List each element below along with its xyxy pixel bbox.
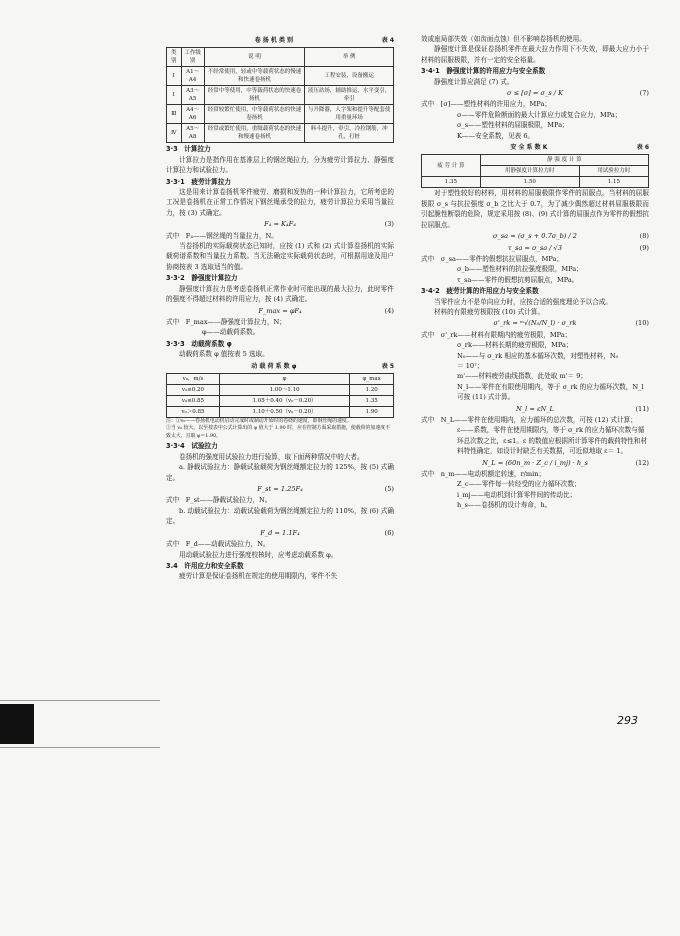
definition: h_s——卷扬机的设计寿命，h。 <box>457 501 552 510</box>
table4-cell: Ⅲ <box>167 105 182 124</box>
table5-cell: v₀≤0.85 <box>167 395 220 406</box>
definition: 式中 F_st——静载试验拉力，N。 <box>166 496 272 505</box>
table4-cell: 经常或繁忙使用，重级载荷状态的快速和慢速卷扬机 <box>204 124 305 143</box>
table4-header-cell: 类别 <box>167 48 182 67</box>
table4-cell: 料斗提升，牵引，冷拉钢筋，冲孔，打桩 <box>305 124 394 143</box>
definition: 式中 σ_sa——零件的假想抗拉屈服点，MPa； <box>421 254 564 263</box>
table4-caption: 卷 扬 机 类 别 表 4 <box>254 37 394 44</box>
table6 <box>421 154 649 188</box>
table5-caption: 动 载 荷 系 数 φ 表 5 <box>251 362 394 370</box>
table4-cell: I <box>167 67 182 86</box>
paragraph: 当卷扬机的实际载荷状态已知时，应按 (1) 式和 (2) 式计算卷扬机的实际载荷谱系数和当量拉力系数。当无法确定实际载荷状态时，可根据用途及用户协商按表 3 选取适当的值。 <box>166 242 394 271</box>
equation-10: σ'_rk = ᵐ√(N₀/N_l) · σ_rk (10) <box>493 319 649 328</box>
table-row <box>167 86 394 105</box>
definition: 式中 [σ]——塑性材料的许用应力，MPa； <box>421 100 551 109</box>
heading-3-3-1: 3·3·1 疲劳计算拉力 <box>166 177 231 186</box>
definition: 式中 F_d——动载试验拉力，N。 <box>166 540 270 549</box>
table5-cell: 1.00～1.10 <box>219 384 349 395</box>
table4-header-cell: 说 明 <box>204 48 305 67</box>
table4-cell: 工程安装，设备搬运 <box>305 67 394 86</box>
heading-3-3-2: 3·3·2 静强度计算拉力 <box>166 274 238 283</box>
equation-4: F_max = φF₄ (4) <box>258 306 394 315</box>
table5-cell: 1.05＋0.40（v₀－0.20） <box>219 395 349 406</box>
table6-cell: 1.15 <box>579 177 648 188</box>
table6-subheader-cell: 用静强度计算拉力时 <box>480 166 579 177</box>
paragraph: 用动载试验拉力进行强度校核时，应考虑动载系数 φ。 <box>179 550 338 559</box>
table4-cell: 液压站场，辅助推运，水平变引，牵引 <box>305 86 394 105</box>
definition: ε——系数，零件在使用期限内，等于 σ_rk 的应力循环次数与循环总次数之比，ε≤1。ε 的数值应根据所计算零件的载荷特性和材料特性确定，如设计时缺乏有关数据，可近似地取 ε＝ 1。 <box>457 426 648 456</box>
table-row <box>167 124 394 143</box>
equation-5: F_st = 1.25F₄ (5) <box>257 485 394 494</box>
paragraph: 静强度计算是保证卷扬机零件在最大拉力作用下不失效，即最大应力小于材料的屈服极限，并有一定的安全裕量。 <box>421 45 649 64</box>
heading-3-3-3: 3·3·3 动载荷系数 φ <box>166 339 232 348</box>
table5-cell: v₀＞0.85 <box>167 406 220 417</box>
equation-8: σ_sa = (σ_s + 0.7σ_b) / 2 (8) <box>493 232 649 241</box>
definition: 式中 F₄——钢丝绳的当量拉力，N。 <box>166 231 278 240</box>
equation-3: F₄ = K₄F₄ (3) <box>264 220 394 229</box>
table4-cell: I <box>167 86 182 105</box>
definition: N_l——零件在有限使用期内，等于 σ_rk 的应力循环次数，N_l 可按 (11) 式计算。 <box>457 382 644 402</box>
table4-cell: A3～A5 <box>181 86 204 105</box>
table-row <box>167 105 394 124</box>
equation-11: N_l = εN_L (11) <box>516 404 649 413</box>
table4-cell: Ⅳ <box>167 124 182 143</box>
table5-header-cell: φ <box>219 373 349 384</box>
table5-cell: 1.90 <box>350 406 394 417</box>
paragraph: 静强度计算拉力是考虑卷扬机正常作业时可能出现的最大拉力，此时零件的强度不得超过材料的许用应力，按 (4) 式确定。 <box>166 284 394 304</box>
table6-cell: 1.50 <box>480 177 579 188</box>
paragraph: 对于塑性较好的材料，用材料的屈服极限作零件的屈服点。当材料的屈服极限 σ_s 与抗拉强度 σ_b 之比大于 0.7，为了减少偶然超过材料屈服极限而引起脆性断裂的危险，规定采用按 (8)、(9) 式计算的屈服点作为零件的假想抗拉屈服点。 <box>421 189 649 229</box>
equation-12: N_L = (60n_m · Z_c / i_mj) · h_s (12) <box>482 458 649 467</box>
scan-edge-mark <box>0 704 34 744</box>
definition: φ——动载荷系数。 <box>202 328 260 337</box>
page-number: 293 <box>617 714 638 727</box>
paragraph: 效或座局部失效（如齿面点蚀）但不影响卷扬机的使用。 <box>421 35 586 43</box>
paragraph: a. 静载试验拉力：静载试验载荷为钢丝绳额定拉力的 125%，按 (5) 式确定。 <box>166 463 394 482</box>
table6-header-cell: 疲 劳 计 算 <box>422 155 481 177</box>
definition: Z_c——零件每一转经受的应力循环次数； <box>457 480 581 489</box>
table5-cell: 1.10＋0.50（v₀－0.20） <box>219 406 349 417</box>
paragraph: 卷扬机的强度用试验拉力进行验算，取下面两种情况中的大者。 <box>179 452 364 461</box>
table4 <box>166 47 394 143</box>
paragraph: 这是用来计算卷扬机零件疲劳、磨损和发热的一种计算拉力，它所考虑的工况是卷扬机在正常工作情况下钢丝绳承受的拉力，疲劳计算拉力采用当量拉力，按 (3) 式确定。 <box>166 188 394 217</box>
definition: N₀——与 σ_rk 相应的基本循环次数，对塑性材料，N₀ <box>457 351 619 360</box>
table4-cell: 经常中等使用，中等载荷状态的快速卷扬机 <box>204 86 305 105</box>
table4-cell: 不经常使用，轻或中等载荷状态的慢速和快速卷扬机 <box>204 67 305 86</box>
heading-3-3: 3·3 计算拉力 <box>166 145 211 154</box>
table4-cell: A1～A4 <box>181 67 204 86</box>
table5-header-cell: v₀，m/s <box>167 373 220 384</box>
heading-3-4: 3.4 许用应力和安全系数 <box>166 561 244 570</box>
paragraph: 静强度计算应满足 (7) 式。 <box>434 77 514 86</box>
table-row <box>167 395 394 406</box>
scan-line <box>0 700 160 701</box>
paragraph: 疲劳计算是保证卷扬机在规定的使用期限内，零件不失 <box>179 572 338 581</box>
paragraph: 材料的有限疲劳极限按 (10) 式计算。 <box>434 307 545 316</box>
right-column <box>421 34 649 511</box>
table5-header-cell: φ_max <box>350 373 394 384</box>
table5 <box>166 373 394 418</box>
definition: σ——零件危险断面的最大计算应力或复合应力，MPa； <box>457 110 622 119</box>
definition: 式中 N_L——零件在使用期内，应力循环的总次数，可按 (12) 式计算； <box>421 416 637 424</box>
paragraph: 动载荷系数 φ 值按表 5 选取。 <box>179 350 269 359</box>
table4-header-cell: 举 例 <box>305 48 394 67</box>
paragraph: 当零件应力不是单向应力时，应按合适的强度理论予以合成。 <box>434 297 613 306</box>
definition: σ_s——塑性材料的屈服极限，MPa； <box>457 121 569 130</box>
table6-subheader-cell: 用试验拉力时 <box>579 166 648 177</box>
definition: ＝ 10⁷； <box>457 361 484 370</box>
paragraph: 计算拉力是指作用在基准层上的钢丝绳拉力，分为疲劳计算拉力、静强度计算拉力和试验拉力。 <box>166 155 394 175</box>
definition: σ_rk——材料长期的疲劳极限，MPa； <box>457 341 573 350</box>
table-row <box>167 67 394 86</box>
equation-6: F_d = 1.1F₄ (6) <box>260 528 394 537</box>
table-row <box>167 406 394 417</box>
table5-cell: v₀≤0.20 <box>167 384 220 395</box>
equation-9: τ_sa = σ_sa / √3 (9) <box>508 243 649 252</box>
table5-note: 注：①v₀——卷扬机电动机启动完成时或制动开始时的卷绕的速度，即钢丝绳的速度。 <box>166 417 352 424</box>
definition: 式中 σ'_rk——材料有限期内的疲劳极限，MPa； <box>421 330 572 339</box>
table4-cell: 经常较繁忙使用，中等载荷状态的快速卷扬机 <box>204 105 305 124</box>
table4-cell: 与升降器，人字架和提升等配套使用重量环场 <box>305 105 394 124</box>
definition: i_mj——电动机到计算零件间的传动比； <box>457 490 577 499</box>
table4-cell: A4～A6 <box>181 105 204 124</box>
table4-cell: A5～A8 <box>181 124 204 143</box>
heading-3-3-4: 3·3·4 试验拉力 <box>166 442 218 451</box>
left-column <box>166 34 394 582</box>
definition: m'——材料疲劳曲线指数，此处取 m'＝ 9； <box>457 372 588 381</box>
table5-note: ②当 v₀ 较大，以至按表中公式计算出的 φ 值大于 1.90 时，应在控制方面采取措施，使载荷的加速度不致太大，且取 φ＝1.90。 <box>166 425 390 439</box>
definition: σ_b——塑性材料的抗拉强度极限，MPa； <box>457 265 583 274</box>
table6-caption: 安 全 系 数 K 表 6 <box>510 144 649 152</box>
heading-3-4-1: 3·4·1 静强度计算的许用应力与安全系数 <box>421 67 546 76</box>
table6-cell: 1.35 <box>422 177 481 188</box>
table5-cell: 1.35 <box>350 395 394 406</box>
definition: 式中 n_m——电动机额定转速，r/min； <box>421 470 546 479</box>
table6-header-cell: 静 强 度 计 算 <box>480 155 648 166</box>
definition: K——安全系数，见表 6。 <box>457 131 535 140</box>
heading-3-4-2: 3·4·2 疲劳计算的许用应力与安全系数 <box>421 287 539 296</box>
equation-7: σ ≤ [σ] = σ_s / K (7) <box>506 89 649 98</box>
table4-header-cell: 工作级别 <box>181 48 204 67</box>
definition: 式中 F_max——静强度计算拉力，N； <box>166 317 286 326</box>
table-row <box>167 384 394 395</box>
scan-line <box>0 747 160 748</box>
paragraph: b. 动载试验拉力：动载试验载荷为钢丝绳额定拉力的 110%，按 (6) 式确定。 <box>166 506 394 526</box>
table5-cell: 1.20 <box>350 384 394 395</box>
definition: τ_sa——零件的假想抗剪屈服点，MPa。 <box>457 275 579 284</box>
